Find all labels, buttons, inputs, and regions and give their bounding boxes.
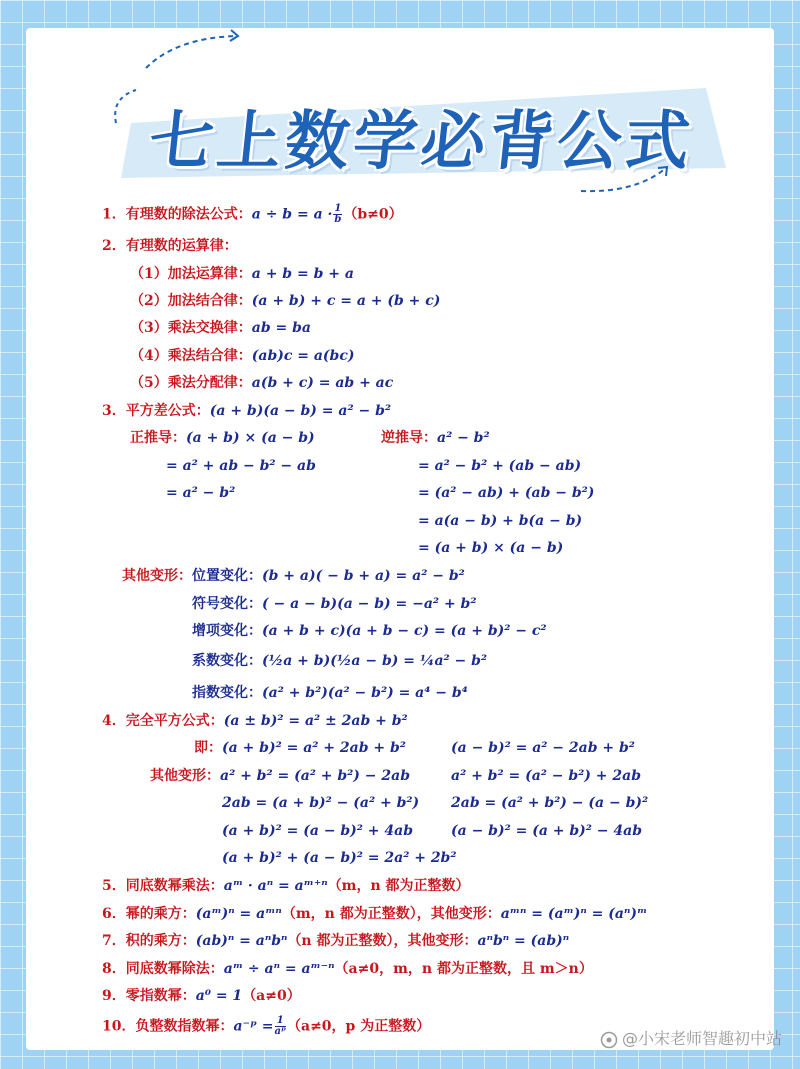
formula-line-4: 4．完全平方公式：(a ± b)² = a² ± 2ab + b² bbox=[102, 713, 408, 729]
derivation-step: = (a² − ab) + (ab − b²) bbox=[418, 485, 595, 501]
variant-line: a² + b² = (a² − b²) + 2ab bbox=[451, 768, 642, 784]
variant-line: 符号变化：( − a − b)(a − b) = −a² + b² bbox=[192, 596, 477, 612]
variant-line: 指数变化：(a² + b²)(a² − b²) = a⁴ − b⁴ bbox=[192, 685, 468, 701]
law-line: （4）乘法结合律：(ab)c = a(bc) bbox=[130, 348, 355, 364]
variant-line: (a + b)² = (a − b)² + 4ab bbox=[222, 823, 413, 839]
variant-line: 系数变化：(½a + b)(½a − b) = ¼a² − b² bbox=[192, 653, 488, 669]
variant-line: (a + b)² + (a − b)² = 2a² + 2b² bbox=[222, 850, 457, 866]
formula-line-7: 7．积的乘方：(ab)ⁿ = aⁿbⁿ（n 都为正整数），其他变形：aⁿbⁿ = (ab)ⁿ bbox=[102, 933, 570, 949]
formula-line-8: 8．同底数幂除法：aᵐ ÷ aⁿ = aᵐ⁻ⁿ（a≠0，m，n 都为正整数，且 m＞n） bbox=[102, 961, 593, 977]
condition: （b≠0） bbox=[343, 206, 403, 223]
law-line: （1）加法运算律：a + b = b + a bbox=[130, 266, 354, 282]
formula-line-2: 2．有理数的运算律： bbox=[102, 238, 238, 254]
poster-card bbox=[26, 28, 774, 1050]
formula: a ÷ b = a · bbox=[251, 206, 333, 223]
variant-line: 增项变化：(a + b + c)(a + b − c) = (a + b)² − c² bbox=[192, 623, 547, 639]
derivation-step: = a² − b² bbox=[166, 485, 236, 501]
label: 1．有理数的除法公式： bbox=[102, 206, 252, 223]
variant-line: (a − b)² = (a + b)² − 4ab bbox=[451, 823, 642, 839]
law-line: （2）加法结合律：(a + b) + c = a + (b + c) bbox=[130, 293, 441, 309]
formula-line-10: 10．负整数指数幂：a⁻ᵖ = $\frac{1}{\text{aᵖ}}$ （a≠0，p 为正整数） bbox=[102, 1015, 431, 1037]
fraction: $\frac{1}{\text{aᵖ}}$ bbox=[274, 1015, 286, 1037]
variant-line: 2ab = (a² + b²) − (a − b)² bbox=[451, 795, 649, 811]
page-title: 七上数学必背公式 bbox=[145, 105, 698, 179]
fraction: $\frac{1}{b}$ bbox=[334, 203, 342, 225]
reverse-derivation: 逆推导：a² − b² bbox=[381, 430, 490, 446]
formula-line-6: 6．幂的乘方：(aᵐ)ⁿ = aᵐⁿ（m，n 都为正整数），其他变形：aᵐⁿ = (aᵐ)ⁿ = (aⁿ)ᵐ bbox=[102, 906, 648, 922]
derivation-step: = a² − b² + (ab − ab) bbox=[418, 458, 582, 474]
derivation-step: = a² + ab − b² − ab bbox=[166, 458, 316, 474]
formula-line-3: 3．平方差公式：(a + b)(a − b) = a² − b² bbox=[102, 403, 392, 419]
variant-line: 2ab = (a + b)² − (a² + b²) bbox=[222, 795, 420, 811]
law-line: （3）乘法交换律：ab = ba bbox=[130, 320, 311, 336]
watermark-logo-icon bbox=[600, 1031, 618, 1049]
derivation-step: = a(a − b) + b(a − b) bbox=[418, 513, 583, 529]
formula-line-1 bbox=[102, 204, 403, 224]
variant-line: 其他变形：a² + b² = (a² + b²) − 2ab bbox=[150, 768, 411, 784]
formula-list bbox=[26, 28, 774, 1050]
forward-derivation: 正推导：(a + b) × (a − b) bbox=[130, 430, 315, 446]
perfect-square-expand: (a − b)² = a² − 2ab + b² bbox=[451, 740, 635, 756]
law-line: （5）乘法分配律：a(b + c) = ab + ac bbox=[130, 375, 394, 391]
perfect-square-expand: 即：(a + b)² = a² + 2ab + b² bbox=[194, 740, 406, 756]
formula-line-9: 9．零指数幂：a⁰ = 1（a≠0） bbox=[102, 988, 301, 1004]
derivation-step: = (a + b) × (a − b) bbox=[418, 540, 564, 556]
variant-line: 其他变形：位置变化：(b + a)( − b + a) = a² − b² bbox=[122, 568, 465, 584]
formula-line-5: 5．同底数幂乘法：aᵐ · aⁿ = aᵐ⁺ⁿ（m，n 都为正整数） bbox=[102, 878, 470, 894]
watermark: @小宋老师智趣初中站 bbox=[600, 1026, 782, 1049]
